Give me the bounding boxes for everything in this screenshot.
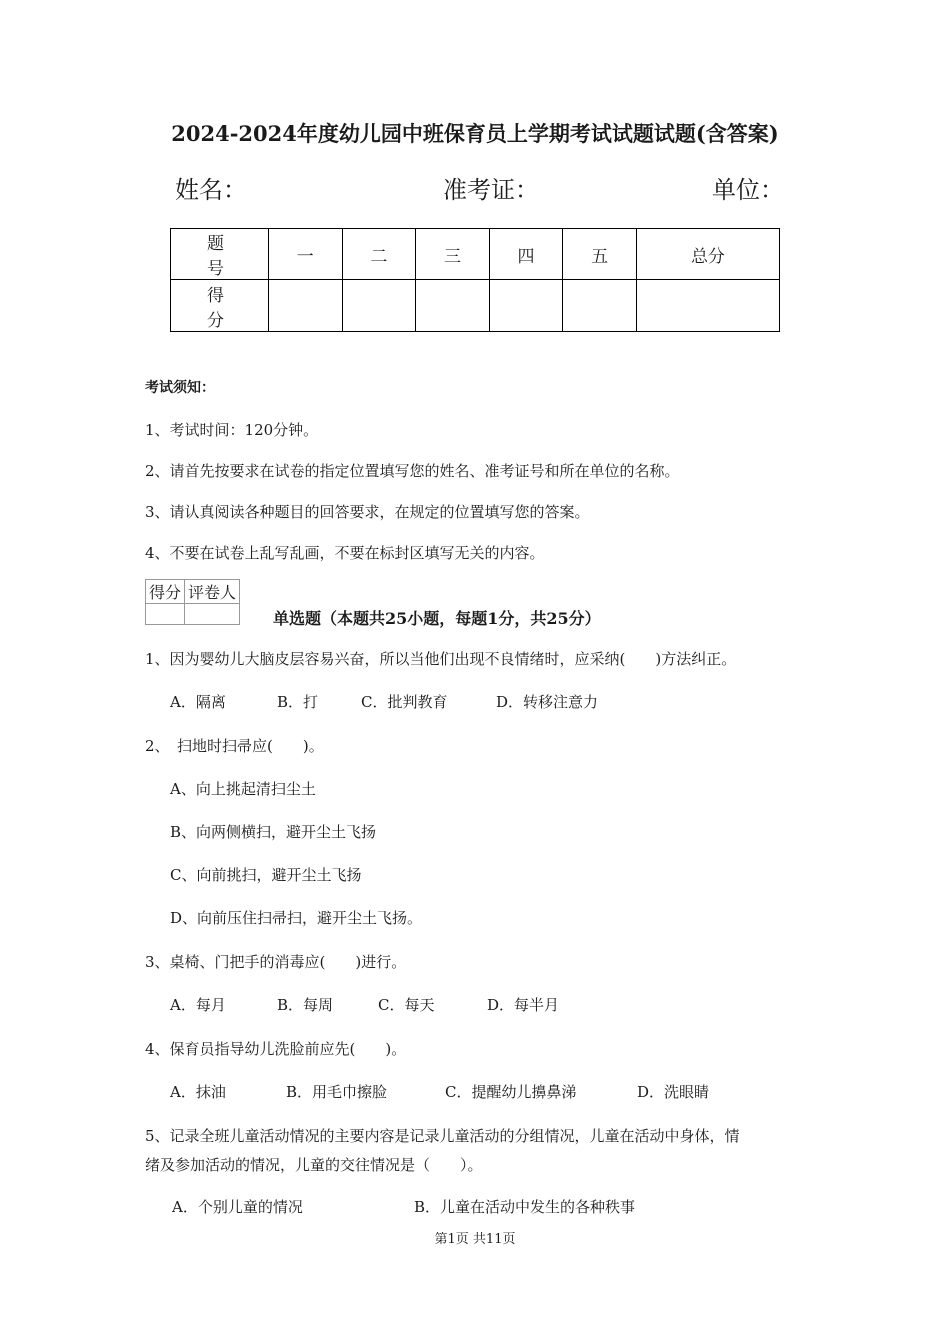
exam-number-field-label: 准考证： [443,176,539,204]
name-field-label: 姓名： [175,176,247,204]
question-5-stem-line-2: 绪及参加活动的情况，儿童的交往情况是（ ）。 [145,1156,483,1174]
question-2-option-b: B、向两侧横扫，避开尘土飞扬 [170,823,377,841]
score-cell [636,280,779,332]
score-table-header-cell: 四 [489,229,563,280]
question-3-stem: 3、桌椅、门把手的消毒应( )进行。 [145,953,407,971]
question-4-option-b: B．用毛巾擦脸 [286,1083,388,1101]
grader-reviewer-cell [185,604,240,625]
unit-field-label: 单位： [712,176,784,204]
question-5-option-b: B．儿童在活动中发生的各种秩事 [414,1198,636,1216]
question-1-option-d: D．转移注意力 [496,693,599,711]
score-table-score-row [171,280,780,332]
question-5-stem-line-1: 5、记录全班儿童活动情况的主要内容是记录儿童活动的分组情况，儿童在活动中身体，情 [145,1127,740,1145]
grader-reviewer-label: 评卷人 [185,580,240,604]
question-2-option-c: C、向前挑扫，避开尘土飞扬 [170,866,362,884]
grader-score-cell [146,604,185,625]
question-4-option-a: A．抹油 [170,1083,226,1101]
question-3-option-d: D．每半月 [487,996,560,1014]
score-table-header-cell: 总分 [636,229,779,280]
score-cell [342,280,416,332]
notice-item: 1、考试时间：120分钟。 [145,421,319,439]
question-2-option-a: A、向上挑起清扫尘土 [170,780,316,798]
notice-heading: 考试须知： [145,380,215,396]
notice-item: 4、不要在试卷上乱写乱画，不要在标封区填写无关的内容。 [145,544,545,562]
question-1-stem: 1、因为婴幼儿大脑皮层容易兴奋，所以当他们出现不良情绪时，应采纳( )方法纠正。 [145,650,737,668]
question-2-stem: 2、 扫地时扫帚应( )。 [145,737,324,755]
question-3-option-a: A．每月 [170,996,226,1014]
notice-item: 2、请首先按要求在试卷的指定位置填写您的姓名、准考证号和所在单位的名称。 [145,462,680,480]
section-title: 单选题（本题共25小题，每题1分，共25分） [273,609,601,628]
question-5-option-a: A．个别儿童的情况 [172,1198,303,1216]
question-1-option-b: B．打 [277,693,319,711]
question-3-option-c: C．每天 [378,996,435,1014]
page-footer: 第1页 共11页 [434,1232,516,1247]
question-3-option-b: B．每周 [277,996,334,1014]
question-1-option-a: A．隔离 [170,693,226,711]
question-4-option-c: C．提醒幼儿擤鼻涕 [445,1083,577,1101]
score-table-header-cell: 五 [563,229,637,280]
question-4-stem: 4、保育员指导幼儿洗脸前应先( )。 [145,1040,407,1058]
grader-box [145,579,240,625]
notice-item: 3、请认真阅读各种题目的回答要求，在规定的位置填写您的答案。 [145,503,590,521]
grader-score-label: 得分 [146,580,185,604]
score-table [170,228,780,332]
score-cell [416,280,490,332]
question-4-option-d: D．洗眼睛 [637,1083,710,1101]
score-cell [489,280,563,332]
score-cell [563,280,637,332]
page-title: 2024-2024年度幼儿园中班保育员上学期考试试题试题(含答案) [171,121,779,146]
score-table-header-cell: 一 [269,229,343,280]
score-table-header-cell: 题 号 [171,229,269,280]
score-row-label: 得 分 [171,280,269,332]
question-2-option-d: D、向前压住扫帚扫，避开尘土飞扬。 [170,909,423,927]
score-table-header-row [171,229,780,280]
score-table-header-cell: 二 [342,229,416,280]
score-table-header-cell: 三 [416,229,490,280]
question-1-option-c: C．批判教育 [361,693,448,711]
